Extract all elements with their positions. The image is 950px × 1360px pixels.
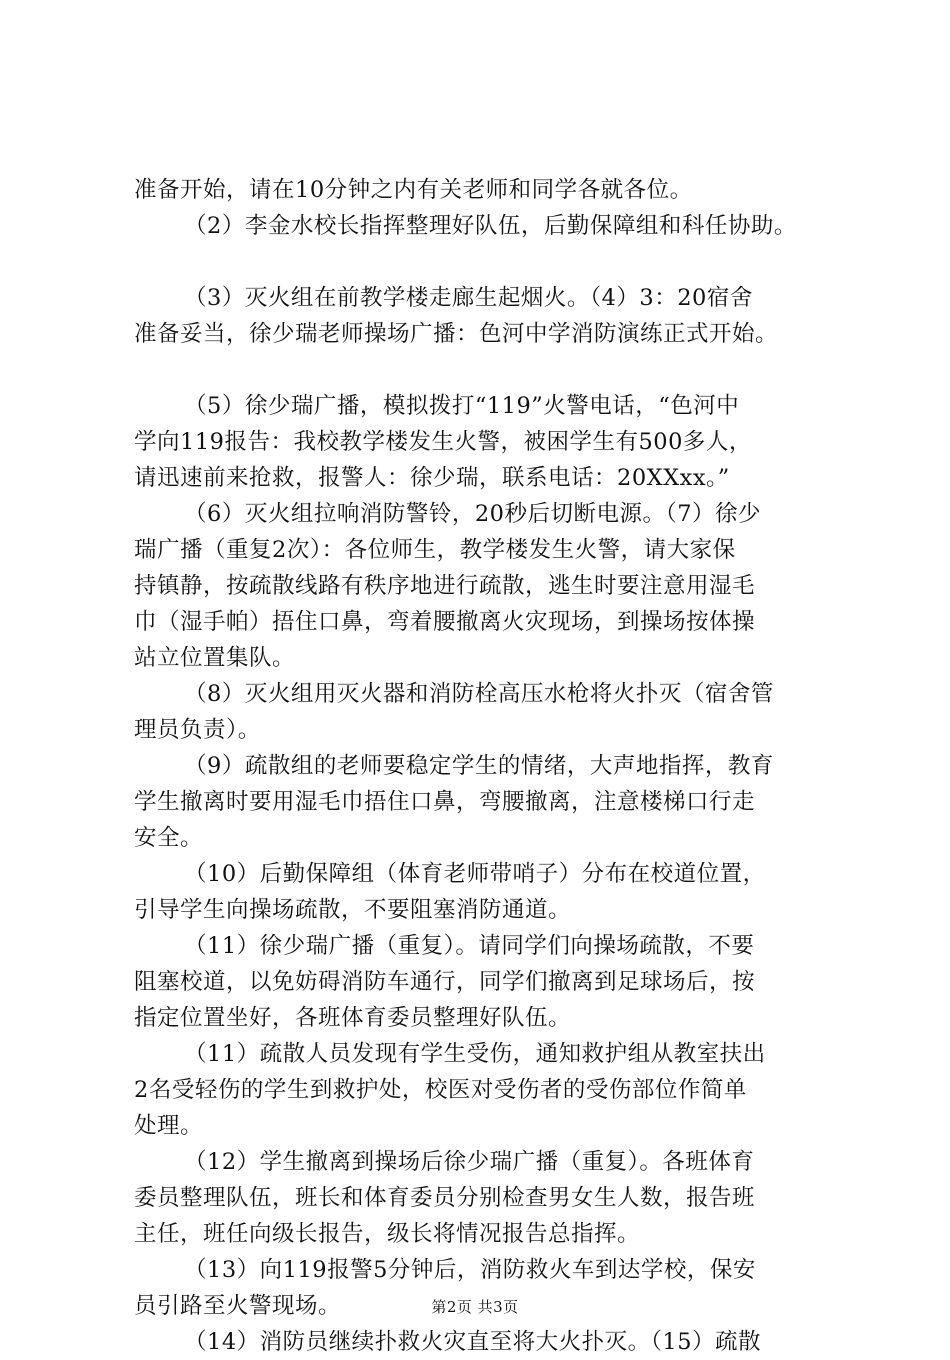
text-line: 准备开始，请在10分钟之内有关老师和同学各就各位。 (134, 177, 693, 203)
text-line: 处理。 (134, 1113, 204, 1139)
text-line: （13）向119报警5分钟后，消防救火车到达学校，保安 (184, 1257, 756, 1283)
text-line: 阻塞校道，以免妨碍消防车通行，同学们撤离到足球场后，按 (134, 969, 756, 995)
text-line: 指定位置坐好，各班体育委员整理好队伍。 (134, 1005, 572, 1031)
text-line: 巾（湿手帕）捂住口鼻，弯着腰撤离火灾现场，到操场按体操 (134, 609, 756, 635)
text-line: 持镇静，按疏散线路有秩序地进行疏散，逃生时要注意用湿毛 (134, 573, 756, 599)
text-line: 瑞广播（重复2次）：各位师生，教学楼发生火警，请大家保 (134, 537, 736, 563)
text-line: （3）灭火组在前教学楼走廊生起烟火。（4）3：20宿舍 (184, 285, 753, 311)
text-line: （11）徐少瑞广播（重复）。请同学们向操场疏散，不要 (184, 933, 755, 959)
text-line: 安全。 (134, 825, 204, 851)
text-line: （14）消防员继续扑救火灾直至将大火扑灭。（15）疏散 (184, 1329, 762, 1355)
page-footer (0, 1297, 950, 1317)
text-line: 员引路至火警现场。 (134, 1293, 342, 1319)
text-line: （6）灭火组拉响消防警铃，20秒后切断电源。（7）徐少 (184, 501, 762, 527)
text-line: （8）灭火组用灭火器和消防栓高压水枪将火扑灭（宿舍管 (184, 681, 774, 707)
text-line: 学生撤离时要用湿毛巾捂住口鼻，弯腰撤离，注意楼梯口行走 (134, 789, 756, 815)
text-line: （11）疏散人员发现有学生受伤，通知救护组从教室扶出 (184, 1041, 766, 1067)
text-line: 准备妥当，徐少瑞老师操场广播：色河中学消防演练正式开始。 (134, 321, 779, 347)
page-number-label: 第2页 共3页 (431, 1298, 519, 1316)
text-line: （9）疏散组的老师要稳定学生的情绪，大声地指挥，教育 (184, 753, 774, 779)
text-line: 理员负责）。 (134, 717, 261, 743)
text-line: 委员整理队伍，班长和体育委员分别检查男女生人数，报告班 (134, 1185, 756, 1211)
body-text (134, 172, 834, 1360)
text-line: （2）李金水校长指挥整理好队伍，后勤保障组和科任协助。 (184, 213, 797, 239)
text-line: 主任，班任向级长报告，级长将情况报告总指挥。 (134, 1221, 641, 1247)
text-line: 学向119报告：我校教学楼发生火警，被困学生有500多人， (134, 429, 752, 455)
text-line: 引导学生向操场疏散，不要阻塞消防通道。 (134, 897, 572, 923)
text-line: （12）学生撤离到操场后徐少瑞广播（重复）。各班体育 (184, 1149, 755, 1175)
text-line: （5）徐少瑞广播，模拟拨打“119”火警电话，“色河中 (184, 393, 740, 419)
text-line: 2名受轻伤的学生到救护处，校医对受伤者的受伤部位作简单 (134, 1077, 747, 1103)
text-line: 请迅速前来抢救，报警人：徐少瑞，联系电话：20XXxx。” (134, 465, 730, 491)
text-line: （10）后勤保障组（体育老师带哨子）分布在校道位置， (184, 861, 766, 887)
text-line: 站立位置集队。 (134, 645, 296, 671)
